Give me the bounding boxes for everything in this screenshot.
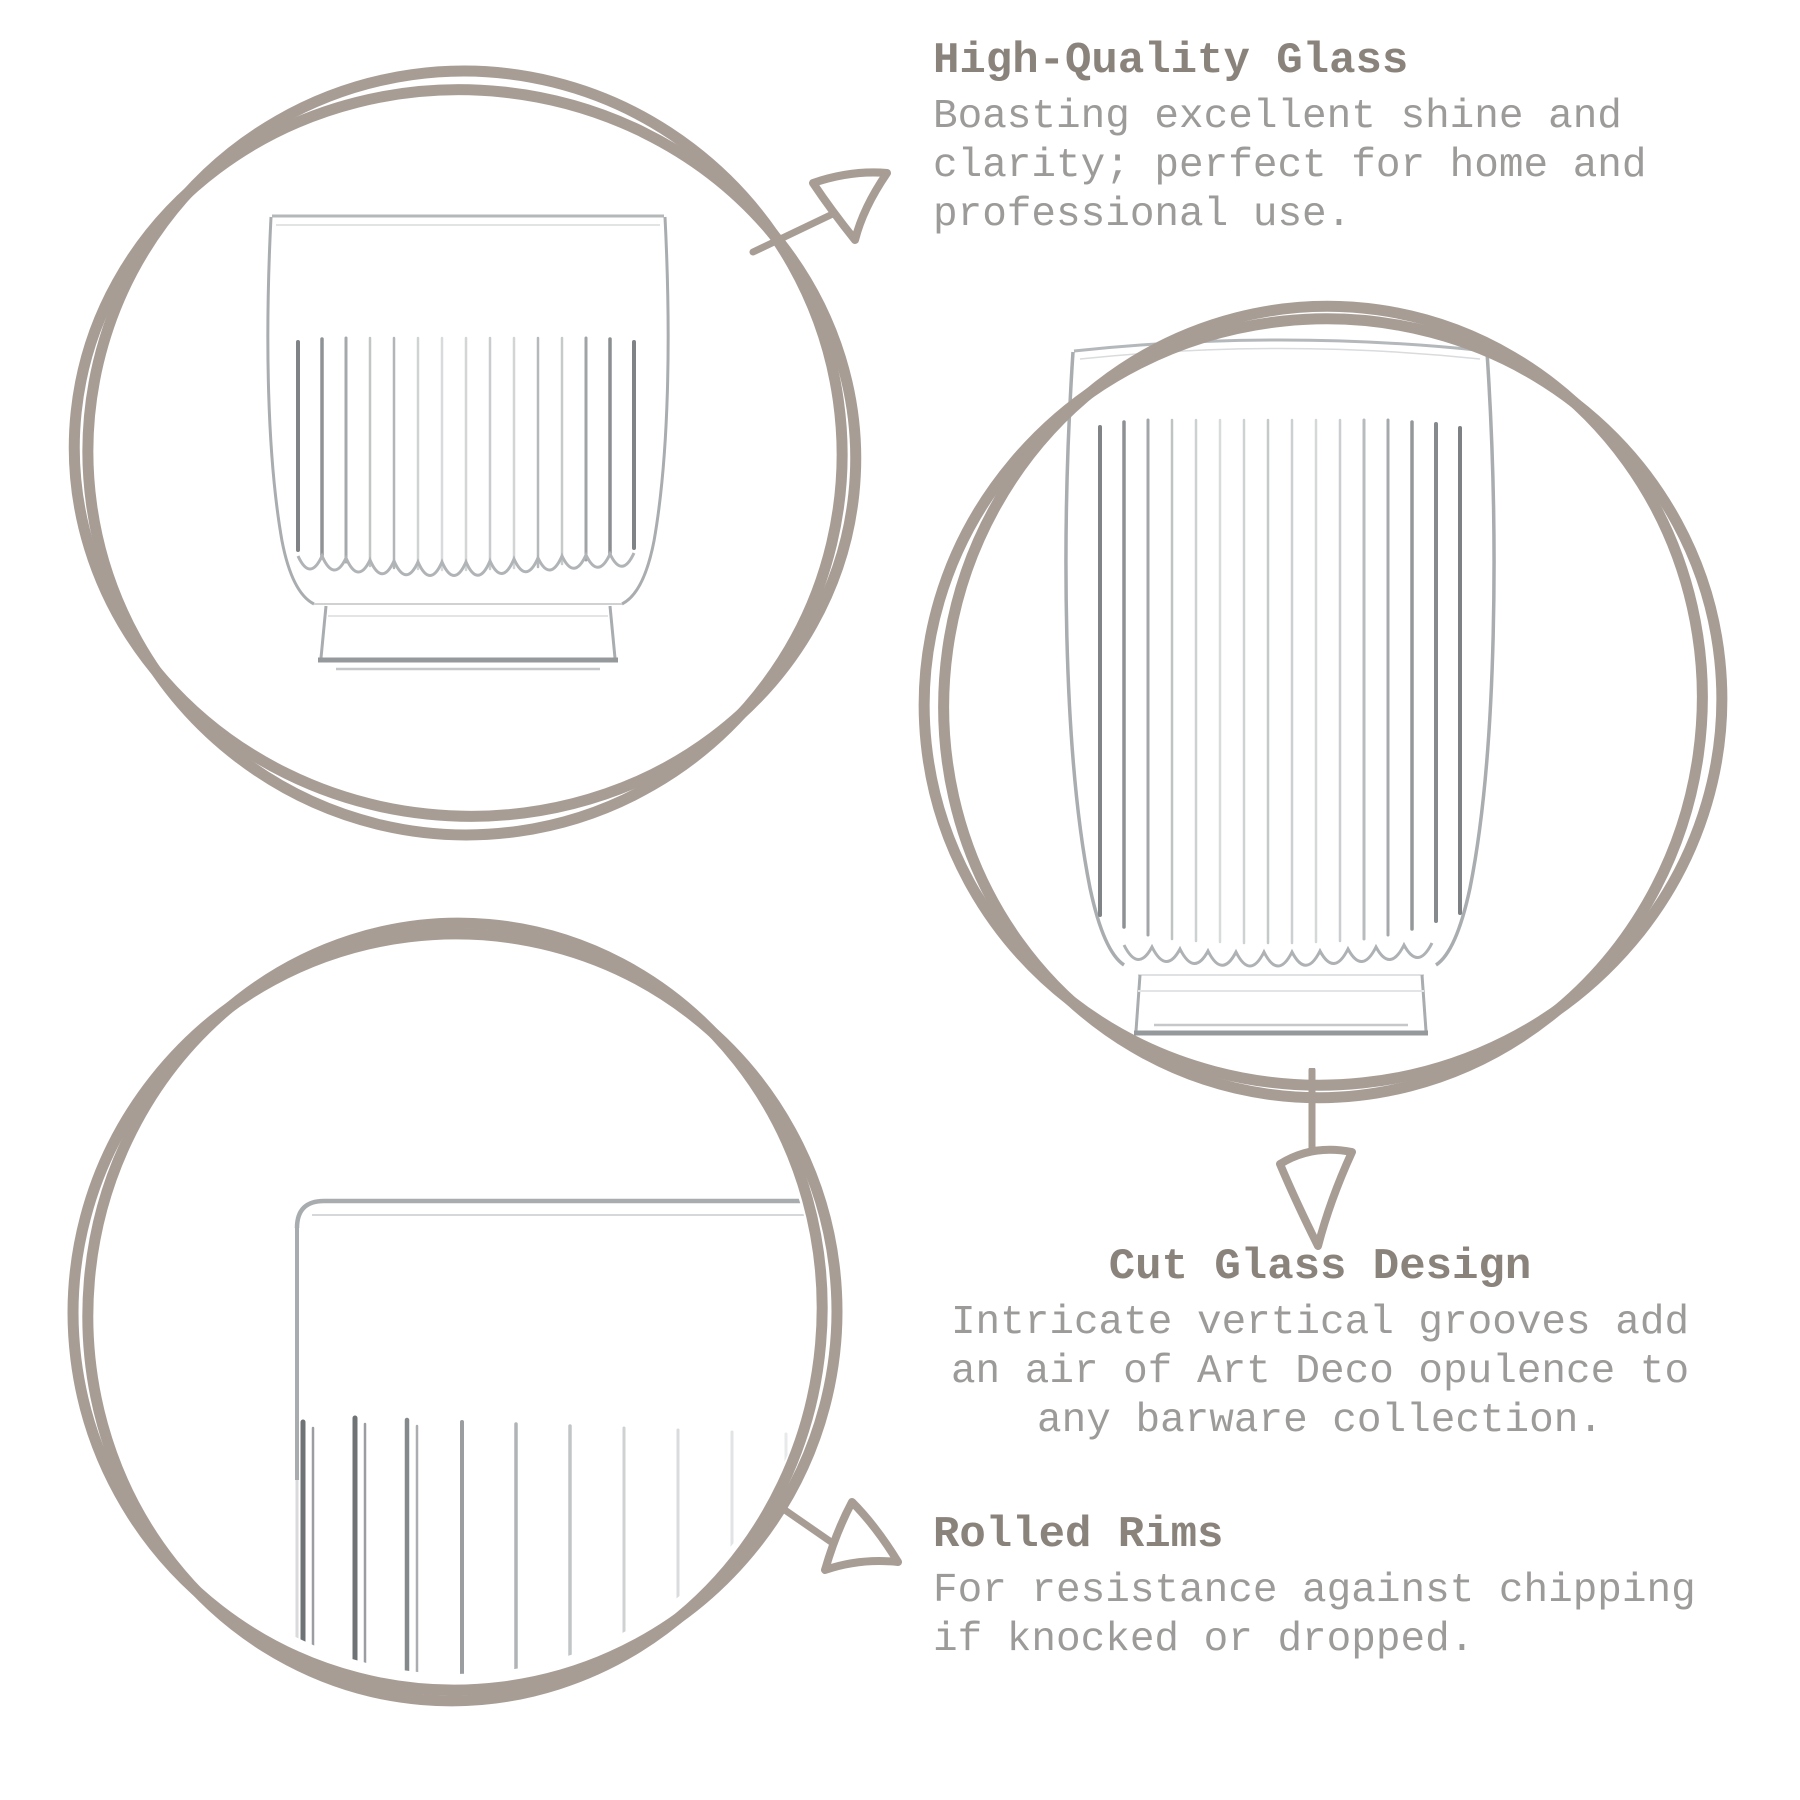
feature-line: an air of Art Deco opulence to — [950, 1349, 1690, 1395]
sketch-circle-frame-2 — [905, 290, 1745, 1120]
feature-heading: High-Quality Glass — [933, 36, 1409, 86]
feature-block-high-quality-glass — [933, 34, 1647, 240]
feature-heading: Cut Glass Design — [1108, 1242, 1532, 1292]
feature-line: clarity; perfect for home and — [933, 143, 1647, 189]
feature-line: Intricate vertical grooves add — [950, 1300, 1690, 1346]
feature-line: Boasting excellent shine and — [933, 94, 1622, 140]
tumbler-glass-photo — [258, 206, 678, 676]
tumbler-flutes — [298, 338, 634, 570]
arrow-to-cut-glass-design-icon — [1272, 1068, 1356, 1258]
feature-line: any barware collection. — [1037, 1398, 1603, 1444]
feature-line: if knocked or dropped. — [933, 1617, 1475, 1663]
feature-line: professional use. — [933, 192, 1352, 238]
sketch-circle-frame-3 — [50, 910, 860, 1720]
feature-heading: Rolled Rims — [933, 1510, 1224, 1560]
arrow-to-high-quality-glass-icon — [735, 152, 905, 277]
feature-line: For resistance against chipping — [933, 1568, 1696, 1614]
feature-block-rolled-rims — [933, 1508, 1696, 1665]
arrow-to-rolled-rims-icon — [772, 1482, 907, 1582]
feature-block-cut-glass-design — [910, 1240, 1730, 1446]
